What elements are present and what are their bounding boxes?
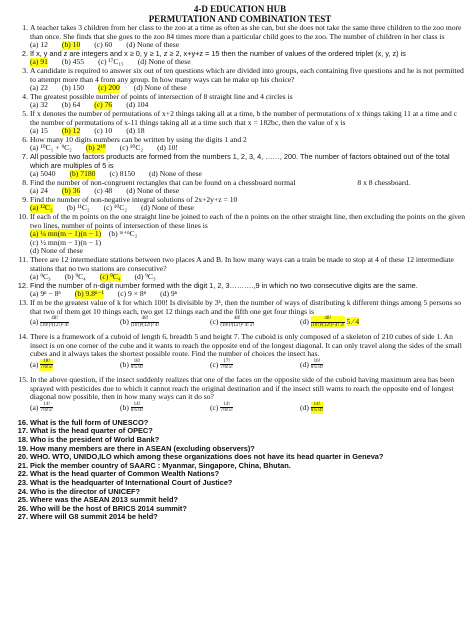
question-text: All possible two factors products are formed from the numbers 1, 2, 3, 4, ……, 200. The number of factors obtained out of the total which are multiples of 5 is [30, 151, 450, 170]
question-number: 1. [22, 23, 28, 32]
option-a-highlighted: (a) ¼ mn(m − 1)(n − 1) [30, 229, 102, 239]
option-a-highlighted: (a) $\frac{18!}{7!6!5!}$ [30, 358, 53, 371]
question-number: 18. [17, 434, 28, 444]
option-a: (a) 32 [30, 100, 48, 110]
option-a: (a) ¹⁰C₁ + ⁹C₂ [30, 143, 72, 153]
question-number: 12. [17, 280, 28, 290]
option-a: (a) 24 [30, 186, 48, 196]
option-d-highlighted: (d) $\frac{48!}{\text{(10!)²(12!)² 4! 2!}}$ 5 ⁄ 4 [300, 316, 360, 328]
option-c: (c) ¹⁷C₁₅ [98, 57, 124, 67]
document-title: 4-D EDUCATION HUB [193, 4, 287, 14]
option-b: (b) 64 [61, 100, 81, 110]
option-b: (b) $\frac{18!}{6!5!4!}$ [120, 358, 144, 371]
question-number: 23. [17, 477, 28, 487]
question-text: If m be the greatest value of k for which 100! Is divisible by 3ᵏ, then the number of ways of distributing k different things among 5 persons so that two of them get 10 things each, two get 12 things each and the fifth one get four things is [30, 298, 462, 316]
fraction: $\frac{48!}{\text{(10!)²(12!)² 4! 2!}}$ [310, 316, 345, 328]
question-text: WHO. WTO, UNIDO,ILO which among these organizations does not have its head quarter in Geneva? [30, 452, 384, 462]
question-number: 7. [21, 151, 28, 161]
option-d: (d) None of these [148, 169, 202, 179]
question-text: If x, y and z are integers and x ≥ 0, y ≥ 1, z ≥ 2, x+y+z = 15 then the number of values of the ordered triplet (x, y, z) is [30, 48, 406, 58]
question-text: What is the head quarter of OPEC? [30, 426, 153, 436]
gk-question-27 [14, 513, 466, 522]
question-text: There are 12 intermediate stations between two places A and B. In how many ways can a train be made to stop at 4 of these 12 intermediate stations that no two stations are consecutive? [30, 255, 454, 273]
fraction: $\frac{17!}{7!6!5!}$ [220, 358, 233, 371]
option-c: (c) ½ mn(m − 1)(n − 1) [30, 237, 102, 247]
question-11 [14, 256, 466, 273]
question-8 [14, 179, 466, 188]
question-number: 4. [22, 91, 28, 101]
option-d: (d) None of these [126, 186, 180, 196]
question-6 [14, 136, 466, 145]
fraction: $\frac{14!}{7!6!5!}$ [220, 401, 233, 414]
question-10-options [14, 230, 466, 256]
option-b-highlighted: (b) 12 [61, 126, 81, 136]
question-number: 17. [17, 426, 28, 436]
option-d: (d) None of these [126, 40, 180, 50]
option-d: (d) None of these [30, 246, 83, 256]
option-d: (d) 10! [157, 143, 178, 153]
question-4 [14, 93, 466, 102]
option-a: (a) ⁹C₃ [30, 272, 51, 282]
question-number: 26. [17, 503, 28, 513]
option-c: (c) ¹⁰C₂ [119, 143, 144, 153]
option-c: (c) 10 [94, 126, 113, 136]
question-number: 19. [17, 443, 28, 453]
option-a: (a) 5040 [30, 169, 56, 179]
option-d: (d) None of these [137, 57, 191, 67]
question-text: Find the number of non-congruent rectangles that can be found on a chessboard normal [30, 177, 296, 187]
option-a: (a) $\frac{48!}{\text{(10!)²(12!)² 4!}}$ [30, 316, 69, 328]
fraction: $\frac{48!}{\text{(10!)²(12!)² 4!}}$ [40, 316, 69, 328]
option-a-highlighted: (a) ¹²C₂ [30, 203, 53, 213]
question-number: 10. [18, 212, 28, 222]
option-b: (b) ¹¹C₂ [66, 203, 90, 213]
option-a: (a) 22 [30, 83, 48, 93]
fraction: $\frac{18!}{7!6!5!}$ [40, 358, 53, 371]
question-text: What is the full form of UNESCO? [30, 417, 149, 427]
question-number: 2. [21, 48, 28, 58]
option-d: (d) 9ⁿ [160, 289, 178, 299]
question-12 [14, 282, 466, 291]
question-text: There is a framework of a cuboid of length 6, breadth 5 and height 7. The cuboid is only composed of a skeleton of 210 cubes of side 1. An insect is on one corner of the cube and it wants to reach the opposite end of the longest diagonal. It can only travel along the sides of the small cubes and it always takes the shortest possible route. Find the number of choices the insect has. [30, 332, 462, 359]
question-1 [14, 24, 466, 41]
option-b-highlighted: (b) 9.8ⁿ⁻¹ [74, 289, 104, 299]
option-c: (c) 9 × 8ⁿ [117, 289, 147, 299]
question-number: 20. [17, 452, 28, 462]
option-d-highlighted: (d) $\frac{14!}{6!5!4!}$ [300, 401, 324, 414]
question-number: 3. [22, 65, 28, 75]
question-text: Who is the president of World Bank? [30, 434, 160, 444]
question-number: 15. [18, 374, 28, 384]
option-c-highlighted: (c) 76 [94, 100, 113, 110]
option-d: (d) $\frac{16!}{6!5!4!}$ [300, 358, 324, 371]
fraction: $\frac{18!}{6!5!4!}$ [130, 358, 144, 371]
question-3 [14, 67, 466, 84]
question-number: 8. [22, 177, 28, 187]
question-text: If x denotes the number of permutations of x+2 things taking all at a time, b the number of permutations of x things taking 11 at a time and c the number of permutations of x-11 things taking all at a time such that x = 182bc, then the value of x is [30, 108, 458, 127]
option-a-highlighted: (a) 91 [30, 57, 48, 67]
question-text: How many 10 digits numbers can be written by using the digits 1 and 2 [30, 134, 247, 144]
question-9 [14, 196, 466, 205]
question-7 [14, 153, 466, 170]
question-number: 11. [18, 255, 28, 265]
option-b-highlighted: (b) 10 [61, 40, 81, 50]
question-text: How many members are there in ASEAN (excluding observers)? [30, 443, 255, 453]
document-subtitle: PERMUTATION AND COMBINATION TEST [148, 14, 332, 24]
question-number: 27. [17, 512, 28, 522]
fraction: $\frac{14!}{6!5!4!}$ [130, 401, 144, 414]
question-text: A candidate is required to answer six out of ten questions which are divided into groups, each containing five questions and he is not permitted to attempt more than 4 from any group. In how many ways can he make up his choice? [30, 65, 464, 84]
fraction-extra: 5 ⁄ 4 [346, 316, 360, 326]
option-c-highlighted: (c) ⁹C₄ [99, 272, 121, 282]
question-number: 22. [17, 469, 28, 479]
fraction: $\frac{14!}{6!5!4!}$ [310, 401, 324, 414]
option-b: (b) 150 [61, 83, 85, 93]
option-d: (d) None of these [141, 203, 194, 213]
question-5 [14, 110, 466, 127]
question-10 [14, 213, 466, 230]
question-number: 5. [22, 108, 28, 118]
question-number: 25. [17, 495, 28, 505]
question-number: 13. [18, 298, 28, 307]
question-13-options [14, 316, 466, 333]
option-a: (a) 9ⁿ − 8ⁿ [30, 289, 61, 299]
question-number: 24. [17, 486, 28, 496]
option-d: (d) None of these [133, 83, 187, 93]
question-15-options [14, 402, 466, 419]
question-15 [14, 376, 466, 402]
option-c: (c) 60 [94, 40, 113, 50]
option-d: (d) ⁹C₃ [134, 272, 156, 282]
question-number: 6. [22, 134, 28, 144]
question-number: 21. [17, 460, 28, 470]
question-14-options [14, 359, 466, 376]
option-b: (b) $\frac{48!}{\text{(10!)²(12!)² 4!}}$ [120, 316, 160, 328]
question-number: 14. [18, 332, 28, 342]
option-c: (c) $\frac{48!}{\text{(10!)²(12!)² 4! 2!}}$ [210, 316, 255, 328]
option-c-highlighted: (c) 200 [98, 83, 120, 93]
question-14 [14, 333, 466, 359]
option-c: (c) ¹⁰C₂ [103, 203, 127, 213]
fraction: $\frac{48!}{\text{(10!)²(12!)² 4!}}$ [130, 316, 160, 328]
fraction: $\frac{14!}{7!6!5!}$ [40, 401, 53, 414]
option-b: (b) 455 [61, 57, 85, 67]
question-2 [14, 50, 466, 59]
option-b-highlighted: (b) 36 [61, 186, 81, 196]
option-b-highlighted: (b) 2¹⁰ [85, 143, 106, 153]
question-13 [14, 299, 466, 316]
question-number: 9. [22, 194, 28, 204]
question-text: Find the number of n-digit number formed with the digit 1, 2, 3……….,9 in which no two consecutive digits are the same. [30, 280, 418, 290]
option-c: (c) 8150 [109, 169, 135, 179]
option-a: (a) 15 [30, 126, 48, 136]
option-c: (c) 48 [94, 186, 113, 196]
question-number: 16. [17, 417, 28, 427]
question-text: The greatest possible number of points of intersection of 8 straight line and 4 circles is [30, 91, 293, 101]
question-text: A teacher takes 3 children from her class to the zoo at a time as often as she can, but she does not take the same three children to the zoo more than once. She finds that she goes to the zoo 84 times more than a particular child goes to the zoo. The number of children in her class is [30, 23, 462, 41]
option-b: (b) ⁹C₄ [64, 272, 86, 282]
option-c: (c) $\frac{17!}{7!6!5!}$ [210, 358, 233, 371]
question-text: Find the number of non-negative integral solutions of 2x+2y+z = 10 [30, 194, 238, 204]
question-text: In the above question, if the insect suddenly realizes that one of the faces on the opposite side of the cuboid having maximum area has been sprayed with pesticides due to which it cannot reach the original destination and if the insect still wants to reach the opposite end of longest diagonal now possible, then in how many ways can it do so? [30, 374, 455, 402]
option-a: (a) $\frac{14!}{7!6!5!}$ [30, 401, 53, 414]
fraction: $\frac{48!}{\text{(10!)²(12!)² 4! 2!}}$ [220, 316, 255, 328]
option-c: (c) $\frac{14!}{7!6!5!}$ [210, 401, 233, 414]
question-text: Who will be the host of BRICS 2014 summit? [30, 503, 187, 513]
option-d: (d) 18 [126, 126, 145, 136]
option-b: (b) ᵐ⁺ⁿC₂ [108, 229, 138, 239]
fraction: $\frac{16!}{6!5!4!}$ [310, 358, 324, 371]
question-text: Where was the ASEAN 2013 summit held? [30, 495, 178, 505]
question-text: If each of the m points on the one straight line be joined to each of the n points on the other straight line, then excluding the points on the given two lines, number of points of intersection of these lines is [30, 212, 466, 230]
question-text: Who is the director of UNICEF? [30, 486, 141, 496]
question-8-note: 8 x 8 chessboard. [357, 177, 411, 187]
option-b: (b) $\frac{14!}{6!5!4!}$ [120, 401, 144, 414]
question-text: What is the head quarter of Common Wealth Nations? [30, 469, 220, 479]
question-text: What is the headquarter of International Court of Justice? [30, 477, 233, 487]
question-text: Pick the member country of SAARC : Myanmar, Singapore, China, Bhutan. [30, 460, 291, 470]
option-a: (a) 12 [30, 40, 48, 50]
question-text: Where will G8 summit 2014 be held? [30, 512, 158, 522]
option-d: (d) 104 [126, 100, 149, 110]
option-b-highlighted: (b) 7180 [69, 169, 96, 179]
